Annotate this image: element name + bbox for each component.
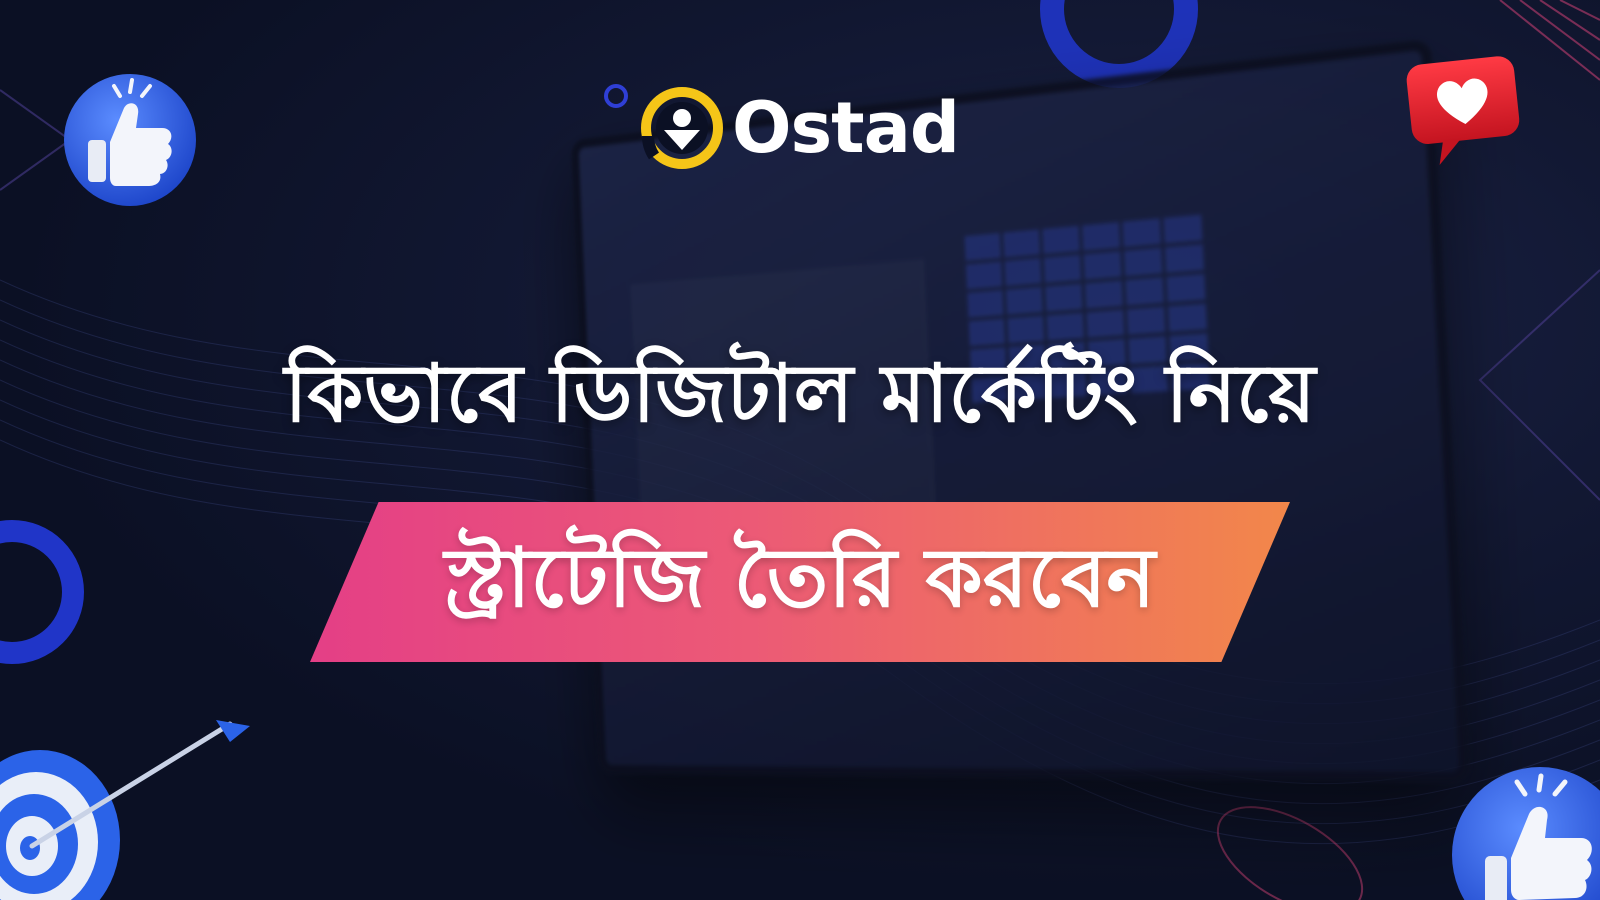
- thumbs-up-icon: [1445, 760, 1600, 900]
- target-icon: [0, 720, 280, 900]
- headline-line-2: স্ট্রাটেজি তৈরি করবেন: [444, 530, 1156, 626]
- heart-icon: [1400, 50, 1530, 170]
- logo-dot-icon: [604, 84, 628, 108]
- thumbs-up-icon: [60, 70, 200, 210]
- brand-name: Ostad: [732, 87, 959, 169]
- ostad-logo-icon: [640, 86, 724, 170]
- headline-line-1: কিভাবে ডিজিটাল মার্কেটিং নিয়ে: [284, 347, 1316, 440]
- brand-logo: [640, 86, 959, 170]
